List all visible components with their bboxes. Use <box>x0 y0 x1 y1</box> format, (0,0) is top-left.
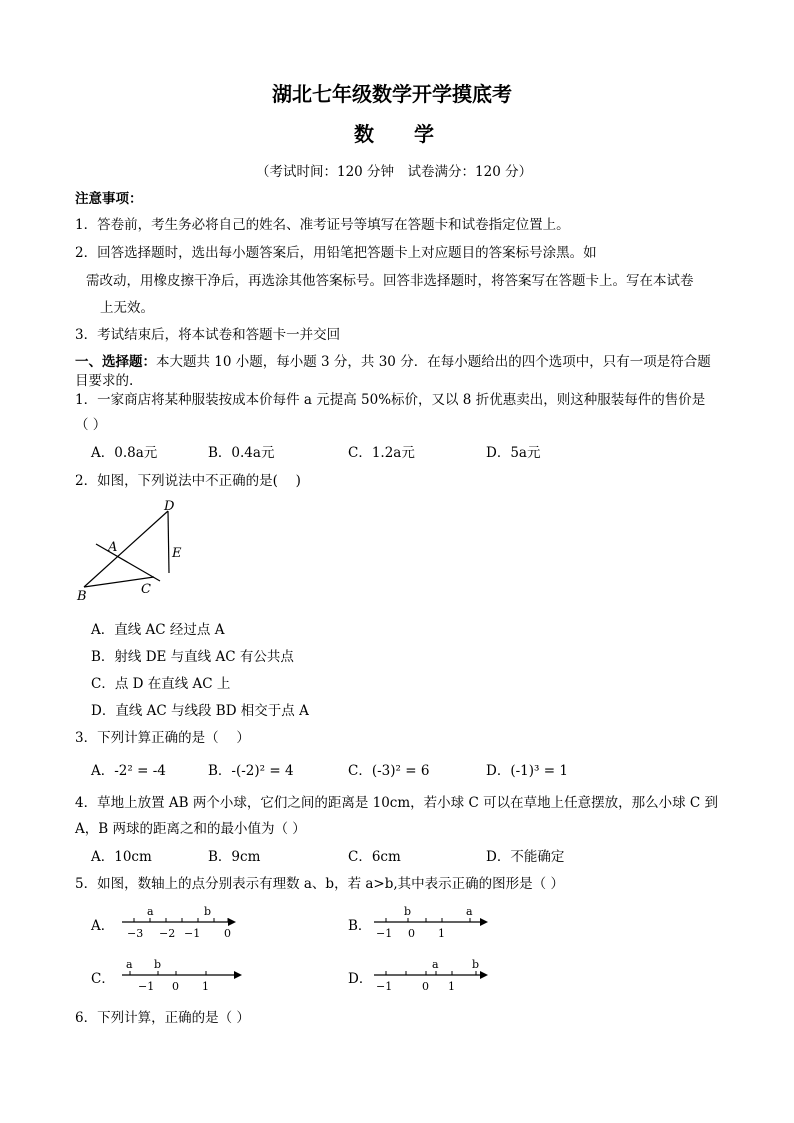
section-heading-line2: 目要求的. <box>75 373 134 389</box>
q3-option-b: B．-(-2)² = 4 <box>208 763 294 779</box>
q5-numberline-b <box>370 902 495 942</box>
q1-paren: （ ） <box>75 417 107 433</box>
tick-label: 0 <box>408 927 415 940</box>
tick-label: −1 <box>376 980 393 993</box>
tick-label: 0 <box>172 980 179 993</box>
q1-stem: 1．一家商店将某种服装按成本价每件 a 元提高 50%标价，又以 8 折优惠卖出，则这种服装每件的售价是 <box>75 392 706 408</box>
tick-label: 0 <box>422 980 429 993</box>
ray-de <box>168 511 169 573</box>
note-2-end: 上无效。 <box>100 300 154 316</box>
tick-label: 0 <box>224 927 231 940</box>
axis-arrow <box>480 918 488 926</box>
q1-option-b: B．0.4a元 <box>208 445 275 461</box>
label-a: A <box>108 540 118 555</box>
tick-label: 1 <box>202 980 209 993</box>
q5-option-b-letter: B． <box>348 918 372 934</box>
line-ac <box>96 544 160 581</box>
point-b-label: b <box>154 958 162 971</box>
point-b-label: b <box>472 958 480 971</box>
q5-numberline-a <box>118 902 243 942</box>
section-heading-text: 本大题共 10 小题，每小题 3 分，共 30 分．在每小题给出的四个选项中，只有一项是符合题 <box>156 354 711 370</box>
axis-arrow <box>480 971 488 979</box>
point-b-label: b <box>404 905 412 918</box>
q3-option-a: A．-2² = -4 <box>91 763 166 779</box>
tick-label: −2 <box>159 927 176 940</box>
section-heading-label: 一、选择题： <box>75 354 156 370</box>
q4-option-d: D．不能确定 <box>486 849 565 865</box>
exam-title: 湖北七年级数学开学摸底考 <box>272 82 512 106</box>
point-b-label: b <box>204 905 212 918</box>
subject-title: 数学 <box>354 122 474 146</box>
q2-option-d: D．直线 AC 与线段 BD 相交于点 A <box>91 703 309 719</box>
label-e: E <box>172 546 182 561</box>
tick-label: −1 <box>376 927 393 940</box>
axis-arrow <box>234 971 242 979</box>
notes-heading: 注意事项： <box>75 191 143 207</box>
label-c: C <box>141 582 151 597</box>
q3-option-c: C．(-3)² = 6 <box>348 763 430 779</box>
exam-info: （考试时间：120 分钟 试卷满分：120 分） <box>256 164 533 180</box>
note-3: 3．考试结束后，将本试卷和答题卡一并交回 <box>75 327 341 343</box>
point-a-label: a <box>147 905 154 918</box>
q2-stem: 2．如图，下列说法中不正确的是( ) <box>75 473 301 489</box>
tick-label: 1 <box>438 927 445 940</box>
q1-option-a: A．0.8a元 <box>91 445 158 461</box>
point-a-label: a <box>126 958 133 971</box>
tick-label: −1 <box>184 927 201 940</box>
q5-option-a-letter: A． <box>91 918 115 934</box>
q4-option-b: B．9cm <box>208 849 261 865</box>
q5-numberline-c <box>118 955 248 995</box>
point-a-label: a <box>432 958 439 971</box>
tick-label: −1 <box>138 980 155 993</box>
q4-stem: 4．草地上放置 AB 两个小球，它们之间的距离是 10cm，若小球 C 可以在草地上任意摆放，那么小球 C 到 <box>75 795 718 811</box>
q2-option-c: C．点 D 在直线 AC 上 <box>91 676 231 692</box>
q2-figure <box>70 495 200 605</box>
q4-option-a: A．10cm <box>91 849 152 865</box>
q4-option-c: C．6cm <box>348 849 401 865</box>
point-a-label: a <box>466 905 473 918</box>
q3-stem: 3．下列计算正确的是（ ） <box>75 730 250 746</box>
q4-stem-cont: A，B 两球的距离之和的最小值为（ ） <box>75 821 306 837</box>
q6-stem: 6．下列计算，正确的是（ ） <box>75 1010 250 1026</box>
segment-bd <box>84 511 168 587</box>
note-1: 1．答卷前，考生务必将自己的姓名、准考证号等填写在答题卡和试卷指定位置上。 <box>75 217 570 233</box>
q5-option-c-letter: C． <box>91 971 115 987</box>
label-d: D <box>164 499 175 514</box>
tick-label: 1 <box>448 980 455 993</box>
q2-option-b: B．射线 DE 与直线 AC 有公共点 <box>91 649 294 665</box>
note-2: 2．回答选择题时，选出每小题答案后，用铅笔把答题卡上对应题目的答案标号涂黑。如 <box>75 245 597 261</box>
tick-label: −3 <box>127 927 144 940</box>
label-b: B <box>77 589 87 604</box>
q3-option-d: D．(-1)³ = 1 <box>486 763 568 779</box>
note-2-cont: 需改动，用橡皮擦干净后，再选涂其他答案标号。回答非选择题时，将答案写在答题卡上。写在本试卷 <box>86 273 694 289</box>
q1-option-d: D．5a元 <box>486 445 541 461</box>
q2-option-a: A．直线 AC 经过点 A <box>91 622 225 638</box>
q5-stem: 5．如图，数轴上的点分别表示有理数 a、b，若 a>b,其中表示正确的图形是（ ） <box>75 876 564 892</box>
section-heading <box>75 350 711 370</box>
q5-numberline-d <box>370 955 495 995</box>
q1-option-c: C．1.2a元 <box>348 445 415 461</box>
q5-option-d-letter: D． <box>348 971 373 987</box>
axis-arrow <box>228 918 236 926</box>
